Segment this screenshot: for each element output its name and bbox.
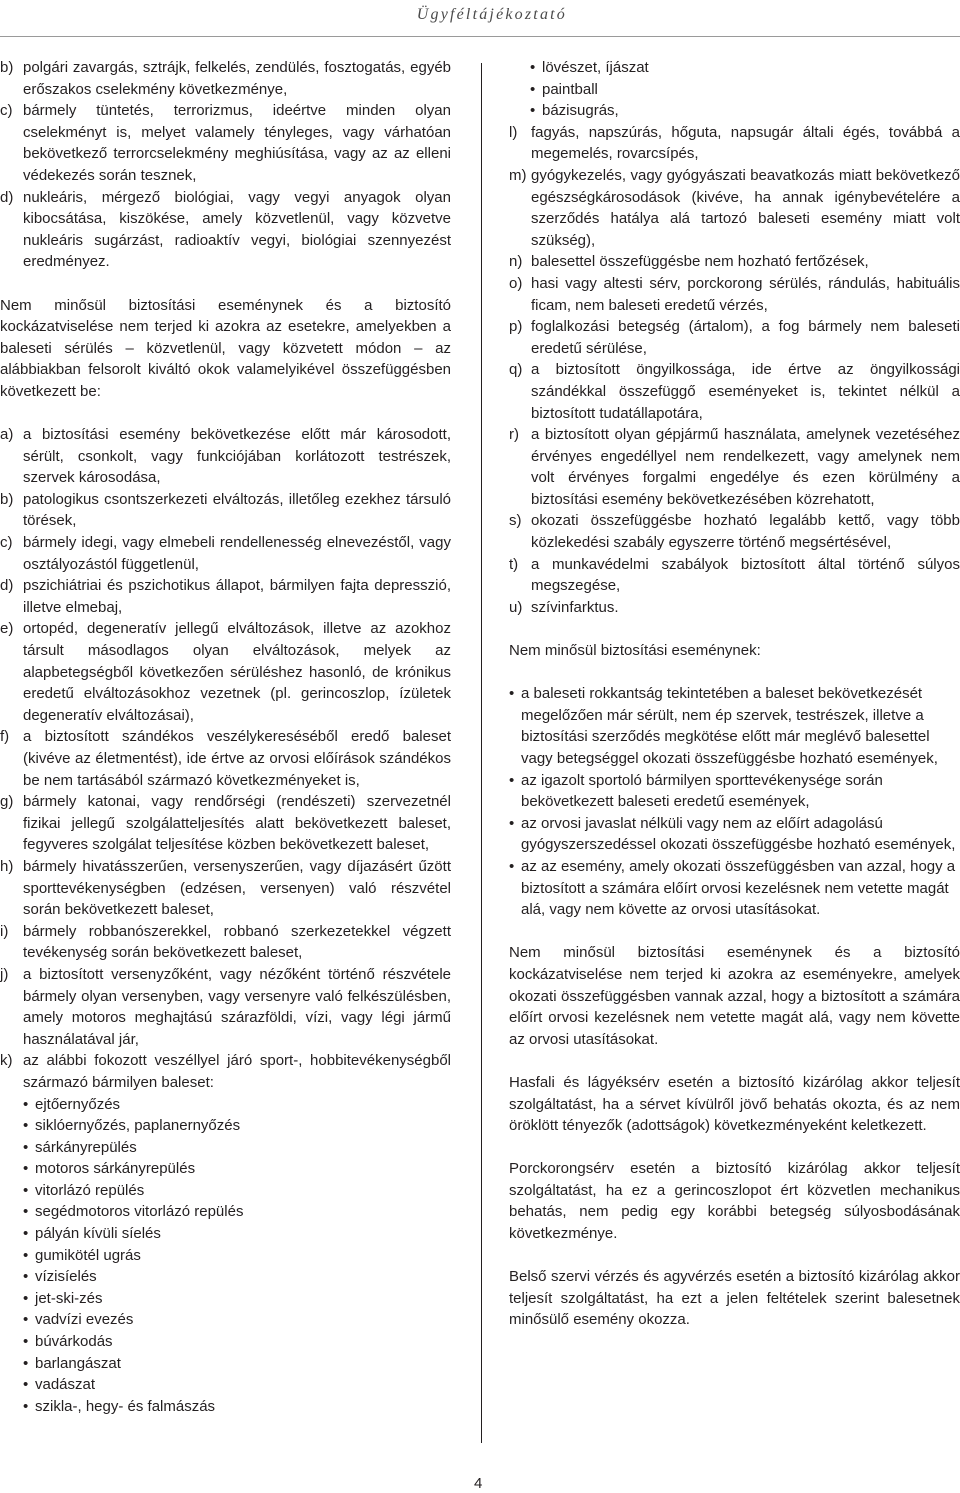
bullet-text: vitorlázó repülés xyxy=(35,1181,145,1199)
bullet-icon: • xyxy=(23,1268,29,1286)
bullet-item xyxy=(23,1137,451,1159)
bullet-icon: • xyxy=(23,1138,29,1156)
list-item-text: az alábbi fokozott veszéllyel járó sport-, hobbitevékenységből származó bármilyen baleset: xyxy=(23,1052,451,1091)
bullet-text: az az esemény, amely okozati összefüggésben van azzal, hogy a biztosított a számára előírt orvosi kezelésnek nem vetette magát alá, vagy nem követte az orvosi utasításokat. xyxy=(521,857,956,919)
list-marker: s) xyxy=(509,512,522,530)
bullet-icon: • xyxy=(23,1117,29,1135)
bullet-text: jet-ski-zés xyxy=(35,1289,103,1307)
list-marker: l) xyxy=(509,123,518,141)
bullet-text: siklóernyőzés, paplanernyőzés xyxy=(35,1117,241,1135)
list-item xyxy=(509,597,960,619)
bullet-item xyxy=(23,1309,451,1331)
list-item xyxy=(0,57,451,100)
bullet-icon: • xyxy=(23,1095,29,1113)
list-item xyxy=(0,726,451,791)
bullet-text: gumikötél ugrás xyxy=(35,1246,141,1264)
list-item-text: a munkavédelmi szabályok biztosított által történő súlyos megszegése, xyxy=(531,555,960,595)
list-item xyxy=(509,510,960,553)
exclusion-intro: Nem minősül biztosítási eseménynek és a biztosító kockázatviselése nem terjed ki azokra az esetekre, amelyekben a baleseti sérülés – közvetlenül, vagy közvetett módon – az alábbiakban felsorolt kiváltó okok valamelyikével összefüggésben következett be: xyxy=(0,296,451,400)
list-marker: m) xyxy=(509,166,527,184)
list-item-text: gyógykezelés, vagy gyógyászati beavatkozás miatt bekövetkező egészségkárosodások (kivéve, ha annak igénybevételére a szerződés hatálya alá tartozó baleseti esemény miatt volt szükség), xyxy=(531,166,960,249)
list-item-text: a biztosított olyan gépjármű használata, amelynek vezetéséhez érvényes engedéllyel nem rendelkezett, vagy amelynek nem volt érvényes forgalmi engedélye és ezen körülmény a biztosítási esemény bekövetkezésében közrehatott, xyxy=(531,426,960,508)
list-item-text: bármely hivatásszerűen, versenyszerűen, vagy díjazásért űzött sporttevékenységben (edzésen, versenyen) való részvétel során bekövetkezett baleset, xyxy=(23,857,451,919)
bullet-item xyxy=(23,1245,451,1267)
list-item-text: ortopéd, degeneratív jellegű elváltozások, illetve az azokhoz társult másodlagos olyan elváltozások, melyek az alapbetegségből következően sérüléshez hasonló, de krónikus eredetű elváltozásokhoz vezetnek (pl. gerincoszlop, ízületek degeneratív elváltozásai), xyxy=(23,620,451,724)
list-marker: d) xyxy=(0,188,14,206)
bullet-text: motoros sárkányrepülés xyxy=(35,1160,196,1178)
left-column xyxy=(0,57,451,1417)
bullet-icon: • xyxy=(530,80,536,98)
list-item xyxy=(509,554,960,597)
bullet-item xyxy=(23,1266,451,1288)
list-marker: r) xyxy=(509,426,519,444)
hazardous-sports-list-cont xyxy=(509,57,960,122)
list-item xyxy=(509,316,960,359)
list-marker: n) xyxy=(509,253,523,271)
bullet-icon: • xyxy=(23,1289,29,1307)
bullet-icon: • xyxy=(23,1225,29,1243)
bullet-text: az igazolt sportoló bármilyen sporttevékenysége során bekövetkezett baleseti eredetű események, xyxy=(521,771,883,811)
list-marker: t) xyxy=(509,555,519,573)
list-item xyxy=(0,187,451,273)
bullet-text: barlangászat xyxy=(35,1354,121,1372)
hazardous-sports-list xyxy=(0,1094,451,1418)
bullet-text: segédmotoros vitorlázó repülés xyxy=(35,1203,244,1221)
list-marker: u) xyxy=(509,598,523,616)
bullet-icon: • xyxy=(23,1246,29,1264)
bullet-item xyxy=(23,1115,451,1137)
bullet-icon: • xyxy=(23,1181,29,1199)
bullet-item xyxy=(509,770,960,813)
list-item-text: a biztosított versenyzőként, vagy nézőként történő részvétele bármely olyan versenyben, vagy versenyre való felkészülésben, amely motoros meghajtású szárazföldi, vízi, vagy légi jármű használatával jár, xyxy=(23,965,451,1048)
list-marker: o) xyxy=(509,274,523,292)
list-item-text: a biztosított öngyilkossága, ide értve az öngyilkossági szándékkal összefüggő eseményeket is, tekintet nélkül a biztosított tudatállapotára, xyxy=(531,361,960,422)
paragraph-causality: Nem minősül biztosítási eseménynek és a biztosító kockázatviselése nem terjed ki azokra az eseményekre, amelyek okozati összefüggésben vannak azzal, hogy a biztosított a számára előírt orvosi kezelésnek nem vetette magát alá, vagy nem követte az orvosi utasításokat. xyxy=(509,944,960,1048)
bullet-item xyxy=(23,1223,451,1245)
list-marker: b) xyxy=(0,59,14,76)
list-item-text: bármely tüntetés, terrorizmus, ideértve minden olyan cselekményt is, melyet valamely tényleges, vagy várhatóan bekövetkező terrorcselekmény meghiúsítása, vagy az az elleni védekezés során tesznek, xyxy=(23,102,451,184)
bullet-icon: • xyxy=(509,814,515,832)
list-marker: k) xyxy=(0,1052,13,1070)
bullet-icon: • xyxy=(23,1160,29,1178)
list-item xyxy=(509,273,960,316)
list-item-text: szívinfarktus. xyxy=(531,598,619,616)
bullet-text: vadvízi evezés xyxy=(35,1311,134,1329)
list-marker: f) xyxy=(0,728,10,746)
page-header-title: Ügyféltájékoztató xyxy=(416,6,567,23)
list-marker: p) xyxy=(509,318,523,336)
header-divider xyxy=(0,36,960,37)
list-item-text: a biztosítási esemény bekövetkezése előtt már károsodott, sérült, csonkolt, vagy funkciójában korlátozott testrészek, szervek károsodása, xyxy=(23,426,451,487)
bullet-text: lövészet, íjászat xyxy=(542,59,649,76)
list-marker: e) xyxy=(0,620,14,638)
list-item-text: pszichiátriai és pszichotikus állapot, bármilyen fajta depresszió, illetve elmebaj, xyxy=(23,577,451,616)
bullet-icon: • xyxy=(23,1397,29,1415)
list-item-text: bármely katonai, vagy rendőrségi (rendészeti) szervezetnél fizikai jellegű szolgálatteljesítés alatt bekövetkezett baleset, fegyveres szolgálat teljesítése közben bekövetkezett baleset, xyxy=(23,793,451,854)
list-item xyxy=(509,424,960,510)
list-item-text: hasi vagy altesti sérv, porckorong sérülés, rándulás, habituális ficam, nem baleseti eredetű vérzés, xyxy=(531,274,960,314)
bullet-icon: • xyxy=(530,59,536,76)
list-item xyxy=(509,165,960,251)
bullet-item xyxy=(23,1180,451,1202)
bullet-item xyxy=(23,1331,451,1353)
bullet-item xyxy=(530,100,960,122)
bullet-text: ejtőernyőzés xyxy=(35,1095,121,1113)
bullet-icon: • xyxy=(509,685,515,703)
list-item xyxy=(0,856,451,921)
bullet-text: vízisíelés xyxy=(35,1268,97,1286)
bullet-text: búvárkodás xyxy=(35,1333,113,1351)
list-item xyxy=(509,122,960,165)
list-item-text: a biztosított szándékos veszélykereséséből eredő baleset (kivéve az életmentést), ide értve az orvosi előírások szándékos be nem tartásából származó következményeket is, xyxy=(23,728,451,789)
list-item-text: okozati összefüggésbe hozható legalább kettő, vagy több közlekedési szabály egyszerre történő megsértésével, xyxy=(531,512,960,552)
list-item-text: bármely robbanószerekkel, robbanó szerkezetekkel végzett tevékenység során bekövetkezett baleset, xyxy=(23,922,451,962)
list-item xyxy=(0,1050,451,1093)
bullet-item xyxy=(530,57,960,79)
bullet-text: az orvosi javaslat nélküli vagy nem az előírt adagolású gyógyszerszedéssel okozati összefüggésbe hozható események, xyxy=(521,814,956,854)
bullet-text: pályán kívüli síelés xyxy=(35,1225,161,1243)
bullet-icon: • xyxy=(509,771,515,789)
not-event-list xyxy=(509,683,960,921)
bullet-text: sárkányrepülés xyxy=(35,1138,137,1156)
bullet-item xyxy=(23,1396,451,1418)
bullet-item xyxy=(23,1094,451,1116)
list-item xyxy=(0,575,451,618)
list-item xyxy=(0,791,451,856)
list-marker: d) xyxy=(0,577,14,595)
list-marker: h) xyxy=(0,857,14,875)
list-marker: g) xyxy=(0,793,14,811)
list-marker: b) xyxy=(0,490,14,508)
bullet-icon: • xyxy=(509,857,515,875)
list-item xyxy=(0,921,451,964)
list-item xyxy=(0,964,451,1050)
bullet-text: vadászat xyxy=(35,1376,96,1394)
bullet-icon: • xyxy=(23,1203,29,1221)
bullet-item xyxy=(509,856,960,921)
civil-events-list xyxy=(0,57,451,273)
list-marker: i) xyxy=(0,922,9,940)
bullet-icon: • xyxy=(23,1333,29,1351)
list-item-text: polgári zavargás, sztrájk, felkelés, zendülés, fosztogatás, egyéb erőszakos cselekmény következménye, xyxy=(23,59,451,98)
bullet-item xyxy=(509,813,960,856)
list-item xyxy=(0,100,451,186)
list-item-text: nukleáris, mérgező biológiai, vagy vegyi anyagok olyan kibocsátása, kiszökése, amely közvetlenül, vagy közvetve nukleáris sugárzást, radioaktív vegyi, biológiai szennyezést eredményez. xyxy=(23,188,451,271)
list-marker: c) xyxy=(0,534,13,552)
bullet-item xyxy=(530,79,960,101)
bullet-item xyxy=(23,1201,451,1223)
list-marker: q) xyxy=(509,361,523,379)
column-divider xyxy=(481,63,482,1443)
list-item-text: bármely idegi, vagy elmebeli rendellenesség elnevezéstől, vagy osztályozástól függetlenül, xyxy=(23,534,451,573)
bullet-item xyxy=(23,1353,451,1375)
list-item-text: patologikus csontszerkezeti elváltozás, illetőleg ezekhez társuló törések, xyxy=(23,490,451,530)
list-item xyxy=(0,532,451,575)
bullet-item xyxy=(23,1374,451,1396)
list-marker: j) xyxy=(0,965,9,983)
list-item-text: balesettel összefüggésbe nem hozható fertőzések, xyxy=(531,253,869,271)
list-item xyxy=(0,618,451,726)
bullet-icon: • xyxy=(23,1311,29,1329)
exclusion-list-cont xyxy=(509,122,960,619)
bullet-text: szikla-, hegy- és falmászás xyxy=(35,1397,216,1415)
list-item xyxy=(509,359,960,424)
list-item-text: fagyás, napszúrás, hőguta, napsugár általi égés, továbbá a megemelés, rovarcsípés, xyxy=(531,123,960,163)
list-item xyxy=(0,489,451,532)
bullet-item xyxy=(509,683,960,769)
bullet-icon: • xyxy=(23,1354,29,1372)
list-marker: a) xyxy=(0,426,14,444)
list-item xyxy=(0,424,451,489)
bullet-icon: • xyxy=(23,1376,29,1394)
paragraph-hernia: Hasfali és lágyéksérv esetén a biztosító kizárólag akkor teljesít szolgáltatást, ha a sérvet kívülről jövő behatás okozta, és az nem öröklött tényezők (adottságok) következményeként keletkezett. xyxy=(509,1073,960,1135)
exclusion-list xyxy=(0,424,451,1093)
list-item xyxy=(509,251,960,273)
bullet-text: paintball xyxy=(542,80,598,98)
bullet-icon: • xyxy=(530,102,536,120)
list-item-text: foglalkozási betegség (ártalom), a fog bármely nem baleseti eredetű sérülése, xyxy=(531,318,960,357)
bullet-text: bázisugrás, xyxy=(542,102,619,120)
paragraph-disc-hernia: Porckorongsérv esetén a biztosító kizárólag akkor teljesít szolgáltatást, ha ez a gerincoszlopot ért közvetlen mechanikus behatás, nem pedig egy korábbi betegség súlyosbodásának következménye. xyxy=(509,1160,960,1243)
bullet-item xyxy=(23,1158,451,1180)
not-event-title: Nem minősül biztosítási eseménynek: xyxy=(509,642,761,660)
list-marker: c) xyxy=(0,102,13,120)
bullet-text: a baleseti rokkantság tekintetében a baleset bekövetkezését megelőzően már sérült, nem ép szervek, testrészek, illetve a biztosítási szerződés megkötése előtt már meglévő balesettel vagy betegséggel okozati összefüggésbe hozható események, xyxy=(521,685,938,767)
right-column xyxy=(509,57,960,1331)
page-number: 4 xyxy=(474,1475,483,1492)
bullet-item xyxy=(23,1288,451,1310)
paragraph-internal-bleeding: Belső szervi vérzés és agyvérzés esetén a biztosító kizárólag akkor teljesít szolgáltatást, ha ezt a jelen feltételek szerint balesetnek minősülő esemény okozza. xyxy=(509,1268,960,1329)
